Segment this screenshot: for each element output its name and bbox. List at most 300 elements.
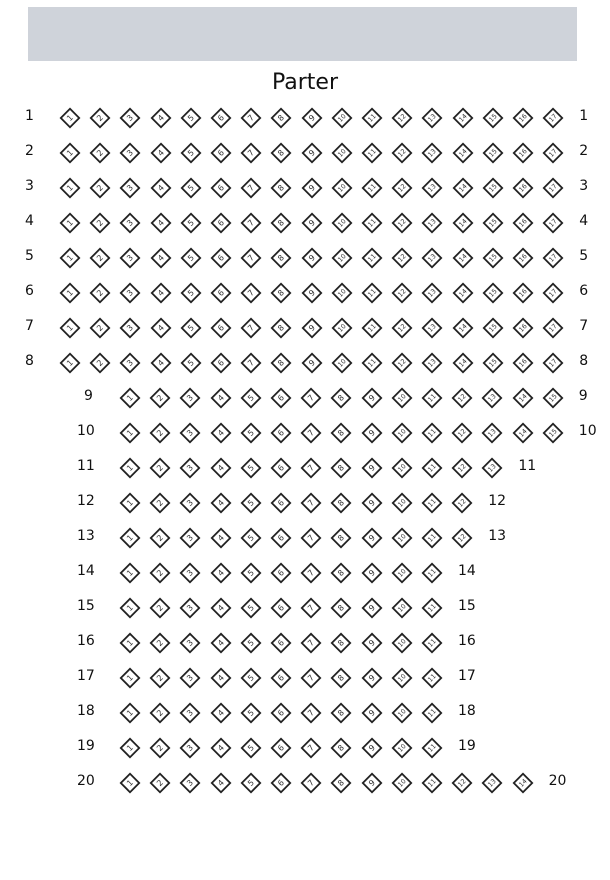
seat[interactable]: [180, 528, 200, 548]
seat[interactable]: [513, 388, 533, 408]
seat[interactable]: [362, 703, 382, 723]
seat[interactable]: [422, 353, 442, 373]
seat[interactable]: [60, 318, 80, 338]
seat[interactable]: [332, 213, 352, 233]
seat[interactable]: [362, 668, 382, 688]
seat[interactable]: [271, 668, 291, 688]
seat[interactable]: [301, 668, 321, 688]
seat[interactable]: [211, 528, 231, 548]
seat[interactable]: [241, 598, 261, 618]
seat[interactable]: [120, 388, 140, 408]
seat[interactable]: [211, 668, 231, 688]
seat[interactable]: [331, 528, 351, 548]
seat[interactable]: [392, 353, 412, 373]
seat[interactable]: [543, 423, 563, 443]
seat[interactable]: [271, 458, 291, 478]
seat[interactable]: [331, 633, 351, 653]
seat[interactable]: [90, 178, 110, 198]
seat[interactable]: [513, 318, 533, 338]
seat[interactable]: [422, 388, 442, 408]
seat[interactable]: [151, 283, 171, 303]
seat[interactable]: [241, 143, 261, 163]
seat[interactable]: [362, 738, 382, 758]
seat[interactable]: [120, 528, 140, 548]
seat[interactable]: [362, 108, 382, 128]
seat[interactable]: [392, 248, 412, 268]
seat[interactable]: [332, 283, 352, 303]
seat[interactable]: [302, 178, 322, 198]
seat[interactable]: [362, 283, 382, 303]
seat[interactable]: [453, 178, 473, 198]
seat[interactable]: [151, 353, 171, 373]
seat[interactable]: [271, 563, 291, 583]
seat[interactable]: [331, 598, 351, 618]
seat[interactable]: [301, 423, 321, 443]
seat[interactable]: [331, 773, 351, 793]
seat[interactable]: [302, 143, 322, 163]
seat[interactable]: [422, 213, 442, 233]
seat[interactable]: [392, 493, 412, 513]
seat[interactable]: [392, 563, 412, 583]
seat[interactable]: [543, 213, 563, 233]
seat[interactable]: [301, 528, 321, 548]
seat[interactable]: [271, 353, 291, 373]
seat[interactable]: [241, 493, 261, 513]
seat[interactable]: [543, 178, 563, 198]
seat[interactable]: [211, 353, 231, 373]
diamond-seat-icon: [543, 178, 563, 198]
seat[interactable]: [392, 213, 412, 233]
seat[interactable]: [331, 738, 351, 758]
seat[interactable]: [302, 353, 322, 373]
seat[interactable]: [392, 773, 412, 793]
seat[interactable]: [452, 423, 472, 443]
seat[interactable]: [362, 773, 382, 793]
seat[interactable]: [392, 318, 412, 338]
seat[interactable]: [422, 318, 442, 338]
seat-number: 1: [125, 428, 135, 438]
seat[interactable]: [482, 773, 502, 793]
seat[interactable]: [513, 108, 533, 128]
seat[interactable]: [60, 178, 80, 198]
seat[interactable]: [181, 178, 201, 198]
diamond-seat-icon: [362, 563, 382, 583]
seat[interactable]: [392, 178, 412, 198]
seat[interactable]: [181, 108, 201, 128]
seat[interactable]: [120, 633, 140, 653]
seat[interactable]: [483, 353, 503, 373]
seat[interactable]: [241, 738, 261, 758]
seat[interactable]: [362, 248, 382, 268]
seat[interactable]: [60, 353, 80, 373]
seat[interactable]: [302, 283, 322, 303]
seat[interactable]: [181, 248, 201, 268]
seat[interactable]: [513, 353, 533, 373]
seat-number: 11: [366, 252, 378, 264]
seat[interactable]: [301, 563, 321, 583]
seat[interactable]: [151, 248, 171, 268]
seat[interactable]: [392, 738, 412, 758]
seat[interactable]: [211, 493, 231, 513]
seat[interactable]: [483, 108, 503, 128]
seat[interactable]: [362, 318, 382, 338]
seat[interactable]: [362, 353, 382, 373]
seat[interactable]: [120, 353, 140, 373]
seat[interactable]: [543, 353, 563, 373]
seat[interactable]: [392, 423, 412, 443]
seat[interactable]: [392, 598, 412, 618]
seat[interactable]: [483, 318, 503, 338]
seat[interactable]: [543, 248, 563, 268]
seat[interactable]: [301, 738, 321, 758]
seat[interactable]: [362, 458, 382, 478]
seat[interactable]: [241, 108, 261, 128]
seat[interactable]: [211, 318, 231, 338]
seat[interactable]: [422, 143, 442, 163]
seat-number: 2: [95, 113, 106, 123]
seat[interactable]: [150, 738, 170, 758]
seat[interactable]: [241, 283, 261, 303]
seat-number: 5: [245, 778, 256, 788]
seat[interactable]: [543, 143, 563, 163]
seat[interactable]: [301, 598, 321, 618]
seat[interactable]: [332, 248, 352, 268]
seat[interactable]: [241, 388, 261, 408]
seat[interactable]: [422, 668, 442, 688]
diamond-seat-icon: [301, 703, 321, 723]
seat[interactable]: [180, 703, 200, 723]
seat[interactable]: [241, 633, 261, 653]
seat[interactable]: [120, 598, 140, 618]
seat[interactable]: [302, 213, 322, 233]
seat[interactable]: [362, 178, 382, 198]
seat[interactable]: [180, 423, 200, 443]
seat[interactable]: [271, 493, 291, 513]
seat[interactable]: [453, 318, 473, 338]
seat[interactable]: [453, 283, 473, 303]
seat[interactable]: [271, 633, 291, 653]
seat[interactable]: [392, 668, 412, 688]
seat[interactable]: [452, 528, 472, 548]
seat[interactable]: [332, 353, 352, 373]
seat[interactable]: [241, 178, 261, 198]
seat[interactable]: [271, 423, 291, 443]
seat[interactable]: [362, 528, 382, 548]
diamond-seat-icon: [150, 388, 170, 408]
seat[interactable]: [483, 283, 503, 303]
seat[interactable]: [543, 283, 563, 303]
seat[interactable]: [150, 493, 170, 513]
seat[interactable]: [90, 143, 110, 163]
seat[interactable]: [513, 283, 533, 303]
seat[interactable]: [120, 178, 140, 198]
seat[interactable]: [120, 248, 140, 268]
seat[interactable]: [271, 738, 291, 758]
seat[interactable]: [422, 738, 442, 758]
seat[interactable]: [150, 528, 170, 548]
seat[interactable]: [150, 563, 170, 583]
seat[interactable]: [120, 283, 140, 303]
seat[interactable]: [180, 563, 200, 583]
seat[interactable]: [211, 248, 231, 268]
seat[interactable]: [241, 248, 261, 268]
seat-number: 6: [276, 638, 286, 648]
seat[interactable]: [150, 773, 170, 793]
seat[interactable]: [151, 143, 171, 163]
seat[interactable]: [422, 563, 442, 583]
seat[interactable]: [120, 318, 140, 338]
seat[interactable]: [362, 143, 382, 163]
seat[interactable]: [211, 773, 231, 793]
diamond-seat-icon: [543, 388, 563, 408]
seat[interactable]: [362, 598, 382, 618]
seat[interactable]: [120, 458, 140, 478]
diamond-seat-icon: [362, 318, 382, 338]
seat[interactable]: [513, 248, 533, 268]
seat[interactable]: [543, 108, 563, 128]
seat[interactable]: [150, 668, 170, 688]
seat[interactable]: [60, 283, 80, 303]
seat[interactable]: [422, 423, 442, 443]
seat[interactable]: [150, 703, 170, 723]
seat[interactable]: [241, 353, 261, 373]
seat[interactable]: [332, 108, 352, 128]
seat[interactable]: [241, 423, 261, 443]
seat[interactable]: [422, 633, 442, 653]
seat[interactable]: [392, 108, 412, 128]
row-label-right: 20: [548, 773, 567, 789]
seat[interactable]: [241, 318, 261, 338]
seat[interactable]: [180, 458, 200, 478]
seat[interactable]: [483, 143, 503, 163]
seat[interactable]: [331, 703, 351, 723]
seat[interactable]: [452, 773, 472, 793]
seat[interactable]: [211, 563, 231, 583]
seat[interactable]: [301, 493, 321, 513]
seat[interactable]: [120, 668, 140, 688]
seat[interactable]: [452, 388, 472, 408]
seat[interactable]: [151, 318, 171, 338]
seat[interactable]: [422, 528, 442, 548]
seat[interactable]: [513, 213, 533, 233]
seat[interactable]: [301, 388, 321, 408]
seat[interactable]: [453, 213, 473, 233]
seat[interactable]: [422, 283, 442, 303]
seat[interactable]: [271, 108, 291, 128]
seat[interactable]: [90, 213, 110, 233]
seat[interactable]: [90, 353, 110, 373]
seat[interactable]: [362, 633, 382, 653]
seat[interactable]: [482, 423, 502, 443]
seat[interactable]: [120, 143, 140, 163]
seat[interactable]: [181, 213, 201, 233]
seat[interactable]: [241, 528, 261, 548]
seat[interactable]: [513, 423, 533, 443]
seat[interactable]: [211, 178, 231, 198]
seat[interactable]: [150, 423, 170, 443]
seat[interactable]: [211, 423, 231, 443]
seat[interactable]: [211, 108, 231, 128]
seat[interactable]: [301, 703, 321, 723]
seat[interactable]: [483, 178, 503, 198]
seat[interactable]: [452, 458, 472, 478]
diamond-seat-icon: [150, 703, 170, 723]
seat[interactable]: [211, 388, 231, 408]
seat[interactable]: [151, 213, 171, 233]
seat[interactable]: [120, 493, 140, 513]
seat[interactable]: [422, 458, 442, 478]
seat-number: 11: [366, 322, 378, 334]
seat[interactable]: [120, 213, 140, 233]
seat[interactable]: [422, 773, 442, 793]
seat[interactable]: [181, 318, 201, 338]
seat[interactable]: [271, 388, 291, 408]
seat[interactable]: [271, 283, 291, 303]
seat[interactable]: [180, 598, 200, 618]
seat[interactable]: [271, 528, 291, 548]
seat[interactable]: [60, 143, 80, 163]
seat[interactable]: [483, 213, 503, 233]
seat[interactable]: [513, 178, 533, 198]
seat[interactable]: [513, 773, 533, 793]
seat[interactable]: [271, 248, 291, 268]
seat[interactable]: [422, 598, 442, 618]
seat[interactable]: [482, 388, 502, 408]
seat[interactable]: [241, 668, 261, 688]
seat[interactable]: [120, 108, 140, 128]
seat[interactable]: [90, 318, 110, 338]
seat[interactable]: [331, 668, 351, 688]
seat[interactable]: [331, 388, 351, 408]
seat[interactable]: [180, 493, 200, 513]
seat[interactable]: [301, 773, 321, 793]
seat[interactable]: [362, 388, 382, 408]
seat[interactable]: [422, 703, 442, 723]
seat[interactable]: [180, 738, 200, 758]
seat[interactable]: [302, 318, 322, 338]
seat[interactable]: [483, 248, 503, 268]
seat[interactable]: [392, 703, 412, 723]
seat[interactable]: [392, 388, 412, 408]
seat-number: 1: [125, 463, 135, 473]
seat[interactable]: [211, 213, 231, 233]
seat[interactable]: [211, 738, 231, 758]
row-label-left: 3: [25, 178, 34, 194]
seat[interactable]: [271, 773, 291, 793]
seat[interactable]: [332, 178, 352, 198]
seat[interactable]: [271, 178, 291, 198]
seat[interactable]: [362, 213, 382, 233]
seat[interactable]: [513, 143, 533, 163]
seat[interactable]: [241, 773, 261, 793]
seat[interactable]: [301, 458, 321, 478]
seat[interactable]: [120, 563, 140, 583]
seat[interactable]: [271, 318, 291, 338]
seat[interactable]: [453, 248, 473, 268]
seat[interactable]: [331, 563, 351, 583]
seat[interactable]: [302, 248, 322, 268]
seat[interactable]: [60, 108, 80, 128]
seat[interactable]: [180, 388, 200, 408]
seat[interactable]: [392, 633, 412, 653]
seat[interactable]: [150, 388, 170, 408]
seat[interactable]: [422, 108, 442, 128]
seat[interactable]: [332, 143, 352, 163]
seat[interactable]: [332, 318, 352, 338]
seat[interactable]: [181, 353, 201, 373]
seat[interactable]: [211, 633, 231, 653]
seat[interactable]: [151, 178, 171, 198]
seat[interactable]: [90, 248, 110, 268]
seat[interactable]: [241, 563, 261, 583]
seat[interactable]: [543, 318, 563, 338]
seat[interactable]: [392, 528, 412, 548]
seat[interactable]: [181, 283, 201, 303]
seat[interactable]: [452, 493, 472, 513]
seat[interactable]: [150, 598, 170, 618]
seat[interactable]: [422, 248, 442, 268]
seat[interactable]: [543, 388, 563, 408]
seat[interactable]: [90, 283, 110, 303]
seat[interactable]: [453, 143, 473, 163]
seat[interactable]: [150, 633, 170, 653]
seat[interactable]: [392, 458, 412, 478]
seat[interactable]: [180, 773, 200, 793]
seat[interactable]: [301, 633, 321, 653]
seat[interactable]: [331, 458, 351, 478]
seat[interactable]: [60, 248, 80, 268]
seat[interactable]: [362, 493, 382, 513]
seat[interactable]: [241, 458, 261, 478]
seat[interactable]: [211, 458, 231, 478]
seat[interactable]: [453, 108, 473, 128]
seat[interactable]: [120, 773, 140, 793]
seat[interactable]: [302, 108, 322, 128]
seat[interactable]: [120, 738, 140, 758]
seat[interactable]: [271, 143, 291, 163]
seat[interactable]: [271, 598, 291, 618]
seat[interactable]: [422, 493, 442, 513]
seat[interactable]: [241, 703, 261, 723]
seat[interactable]: [422, 178, 442, 198]
seat-number: 12: [396, 252, 408, 264]
seat[interactable]: [60, 213, 80, 233]
seat[interactable]: [453, 353, 473, 373]
seat[interactable]: [181, 143, 201, 163]
seat[interactable]: [151, 108, 171, 128]
seat[interactable]: [362, 423, 382, 443]
seat[interactable]: [241, 213, 261, 233]
seat[interactable]: [211, 703, 231, 723]
seat[interactable]: [331, 493, 351, 513]
seat[interactable]: [392, 283, 412, 303]
seat[interactable]: [271, 703, 291, 723]
seat[interactable]: [180, 668, 200, 688]
seat[interactable]: [120, 703, 140, 723]
seat[interactable]: [211, 598, 231, 618]
seat[interactable]: [150, 458, 170, 478]
seat[interactable]: [120, 423, 140, 443]
seat[interactable]: [211, 283, 231, 303]
seat[interactable]: [331, 423, 351, 443]
seat[interactable]: [482, 458, 502, 478]
seat[interactable]: [362, 563, 382, 583]
seat[interactable]: [180, 633, 200, 653]
seat[interactable]: [392, 143, 412, 163]
seat[interactable]: [271, 213, 291, 233]
seat[interactable]: [90, 108, 110, 128]
seat[interactable]: [211, 143, 231, 163]
